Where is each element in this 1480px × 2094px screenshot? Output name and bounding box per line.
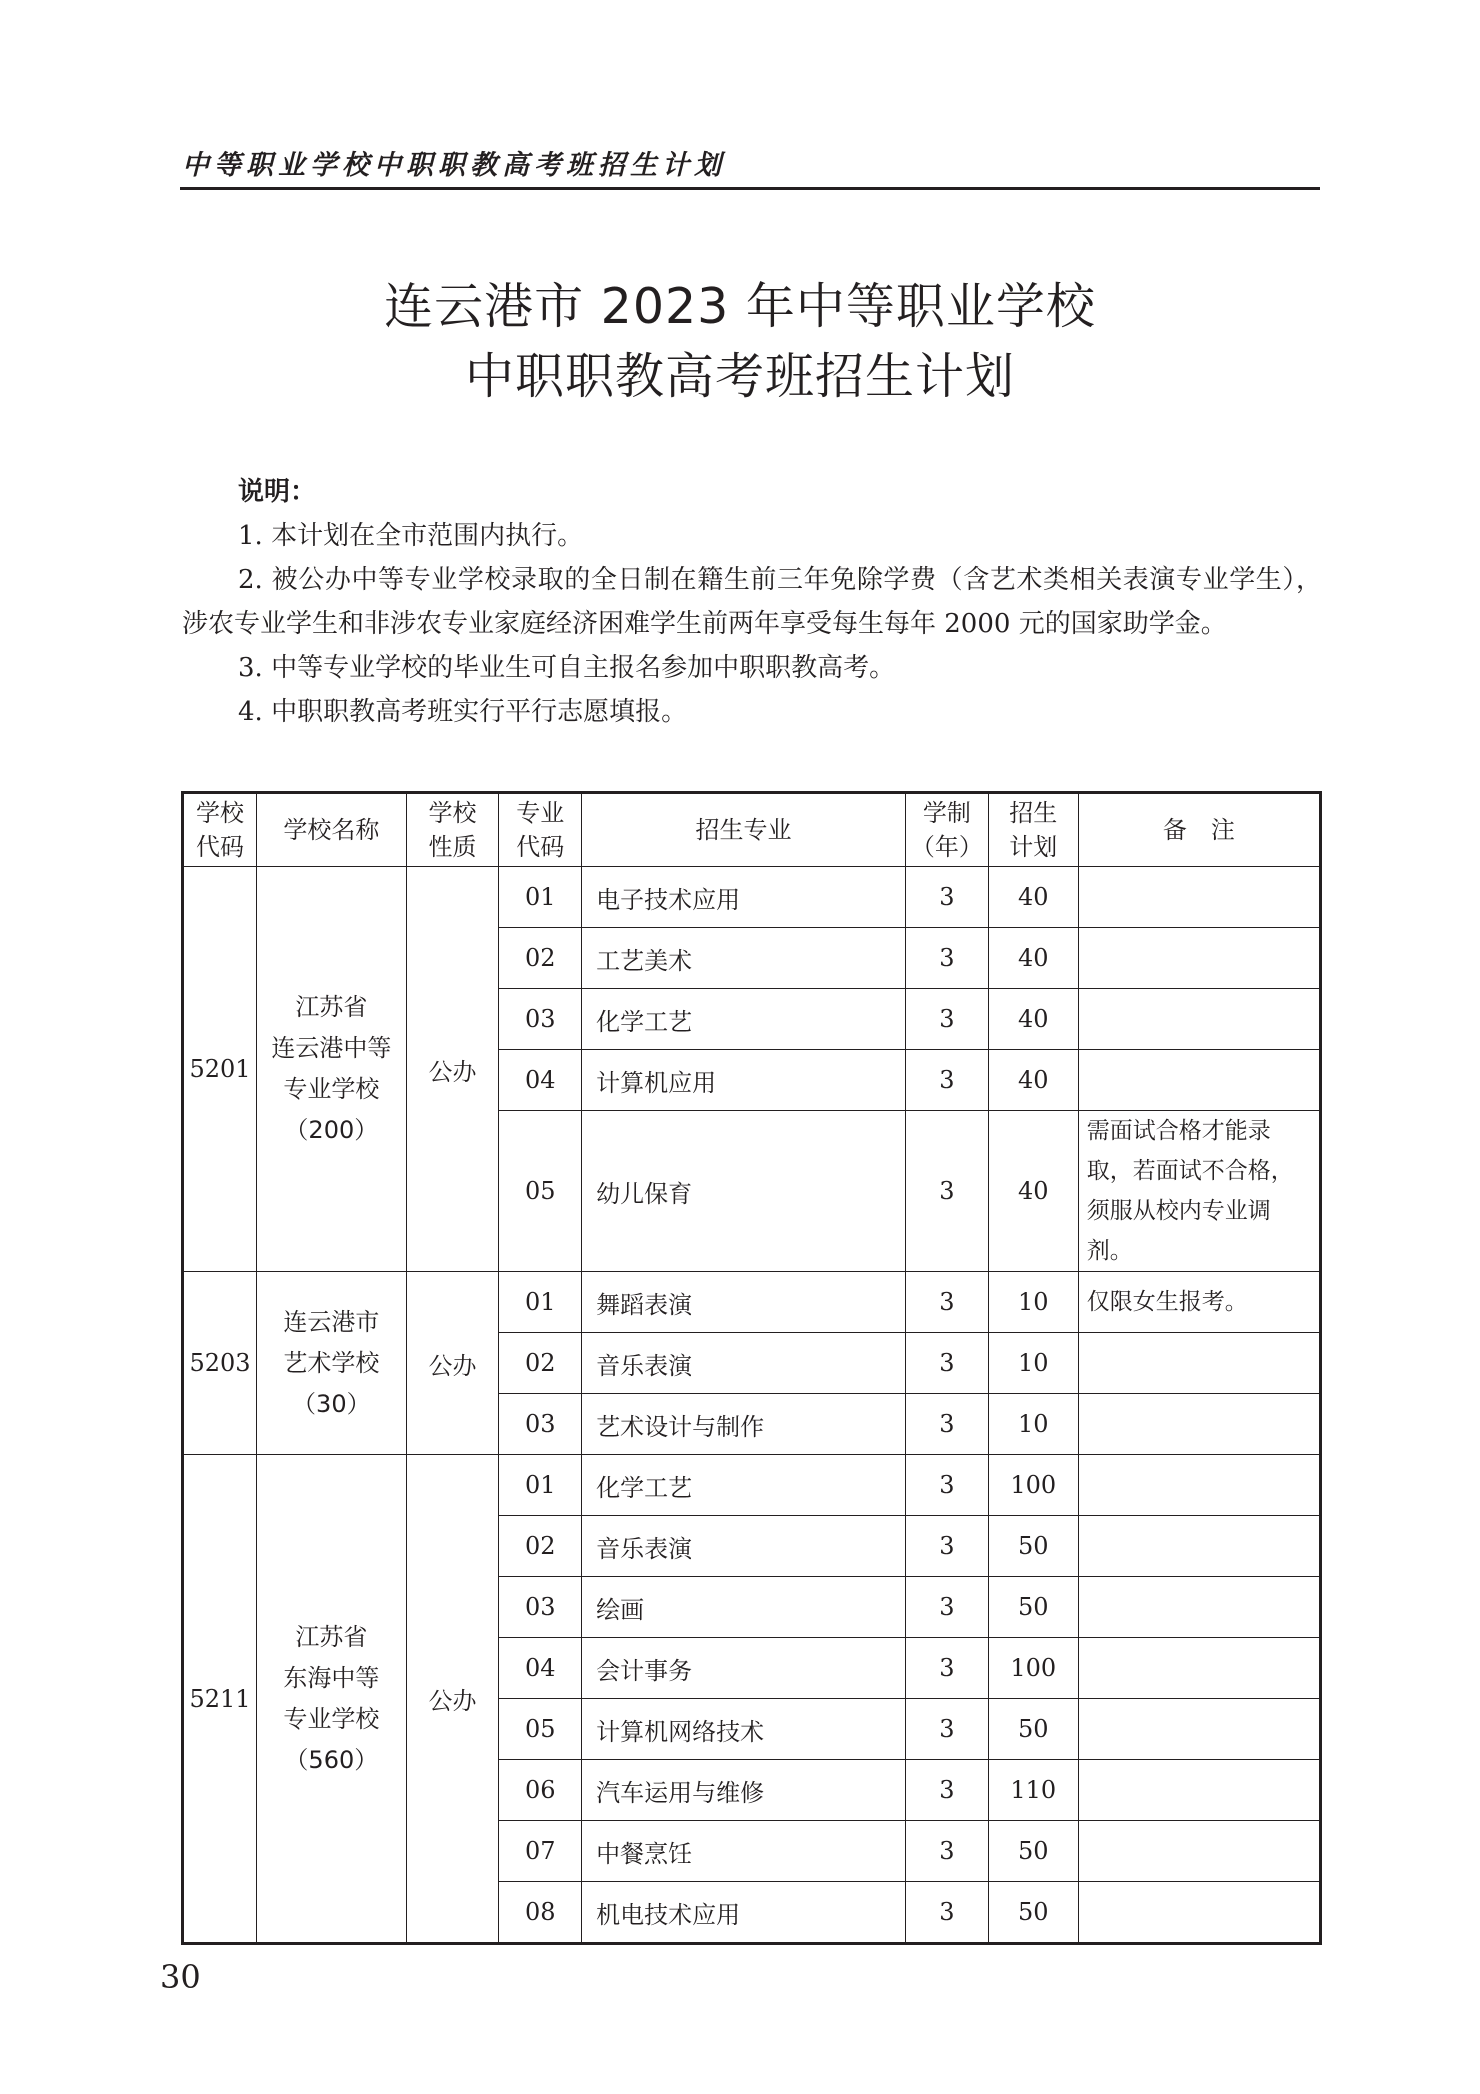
major-code: 08 xyxy=(499,1882,582,1944)
major-name: 汽车运用与维修 xyxy=(582,1760,906,1821)
enrollment-plan-table xyxy=(181,791,1322,1945)
major-name: 艺术设计与制作 xyxy=(582,1394,906,1455)
plan-count: 40 xyxy=(988,989,1078,1050)
major-name: 化学工艺 xyxy=(582,989,906,1050)
plan-count: 40 xyxy=(988,867,1078,928)
header-school-code: 学校 代码 xyxy=(183,793,257,867)
duration: 3 xyxy=(905,1577,988,1638)
notes-label: 说明： xyxy=(238,477,317,507)
duration: 3 xyxy=(905,1394,988,1455)
major-code: 02 xyxy=(499,1333,582,1394)
duration: 3 xyxy=(905,867,988,928)
remark xyxy=(1078,1333,1320,1394)
remark xyxy=(1078,1455,1320,1516)
major-name: 机电技术应用 xyxy=(582,1882,906,1944)
major-name: 音乐表演 xyxy=(582,1516,906,1577)
duration: 3 xyxy=(905,1821,988,1882)
major-name: 中餐烹饪 xyxy=(582,1821,906,1882)
duration: 3 xyxy=(905,1516,988,1577)
remark xyxy=(1078,1394,1320,1455)
major-code: 06 xyxy=(499,1760,582,1821)
major-code: 04 xyxy=(499,1050,582,1111)
header-school-name: 学校名称 xyxy=(256,793,406,867)
page-title-line-1: 连云港市 2023 年中等职业学校 xyxy=(384,278,1096,335)
school-name: 江苏省 连云港中等 专业学校 （200） xyxy=(256,867,406,1272)
plan-count: 10 xyxy=(988,1333,1078,1394)
major-code: 07 xyxy=(499,1821,582,1882)
duration: 3 xyxy=(905,1455,988,1516)
major-code: 03 xyxy=(499,989,582,1050)
remark xyxy=(1078,989,1320,1050)
major-code: 01 xyxy=(499,1272,582,1333)
duration: 3 xyxy=(905,1333,988,1394)
plan-count: 50 xyxy=(988,1882,1078,1944)
remark xyxy=(1078,1516,1320,1577)
plan-count: 50 xyxy=(988,1516,1078,1577)
table-row xyxy=(183,1455,1321,1516)
school-nature: 公办 xyxy=(406,1272,499,1455)
major-name: 幼儿保育 xyxy=(582,1111,906,1272)
remark xyxy=(1078,928,1320,989)
major-code: 02 xyxy=(499,928,582,989)
plan-count: 50 xyxy=(988,1821,1078,1882)
header-remarks: 备 注 xyxy=(1078,793,1320,867)
major-code: 02 xyxy=(499,1516,582,1577)
major-code: 01 xyxy=(499,1455,582,1516)
duration: 3 xyxy=(905,1111,988,1272)
plan-count: 10 xyxy=(988,1272,1078,1333)
duration: 3 xyxy=(905,1760,988,1821)
note-item: 1. 本计划在全市范围内执行。 xyxy=(238,521,584,551)
header-major-code: 专业 代码 xyxy=(499,793,582,867)
remark xyxy=(1078,1638,1320,1699)
plan-count: 40 xyxy=(988,928,1078,989)
duration: 3 xyxy=(905,1882,988,1944)
major-code: 04 xyxy=(499,1638,582,1699)
header-rule xyxy=(180,187,1320,190)
page-title-line-2: 中职职教高考班招生计划 xyxy=(464,348,1015,405)
major-code: 03 xyxy=(499,1394,582,1455)
school-code: 5211 xyxy=(183,1455,257,1944)
header-plan: 招生 计划 xyxy=(988,793,1078,867)
plan-count: 10 xyxy=(988,1394,1078,1455)
table-header-row xyxy=(183,793,1321,867)
duration: 3 xyxy=(905,989,988,1050)
major-name: 舞蹈表演 xyxy=(582,1272,906,1333)
major-name: 计算机应用 xyxy=(582,1050,906,1111)
major-code: 05 xyxy=(499,1699,582,1760)
note-item: 2. 被公办中等专业学校录取的全日制在籍生前三年免除学费（含艺术类相关表演专业学生），涉农专业学生和非涉农专业家庭经济困难学生前两年享受每生每年 2000 元的国家助学金。 xyxy=(182,565,1322,639)
header-duration: 学制 （年） xyxy=(905,793,988,867)
duration: 3 xyxy=(905,1272,988,1333)
table-row xyxy=(183,867,1321,928)
remark xyxy=(1078,867,1320,928)
major-name: 会计事务 xyxy=(582,1638,906,1699)
plan-count: 100 xyxy=(988,1455,1078,1516)
remark: 需面试合格才能录取，若面试不合格，须服从校内专业调剂。 xyxy=(1078,1111,1320,1272)
remark xyxy=(1078,1760,1320,1821)
remark xyxy=(1078,1699,1320,1760)
school-code: 5203 xyxy=(183,1272,257,1455)
major-name: 电子技术应用 xyxy=(582,867,906,928)
school-nature: 公办 xyxy=(406,1455,499,1944)
major-code: 01 xyxy=(499,867,582,928)
major-name: 绘画 xyxy=(582,1577,906,1638)
remark xyxy=(1078,1577,1320,1638)
header-school-nature: 学校 性质 xyxy=(406,793,499,867)
school-nature: 公办 xyxy=(406,867,499,1272)
note-item: 4. 中职职教高考班实行平行志愿填报。 xyxy=(238,697,688,727)
plan-count: 100 xyxy=(988,1638,1078,1699)
major-name: 化学工艺 xyxy=(582,1455,906,1516)
running-head: 中等职业学校中职职教高考班招生计划 xyxy=(182,150,726,181)
school-name: 连云港市 艺术学校 （30） xyxy=(256,1272,406,1455)
remark xyxy=(1078,1821,1320,1882)
remark xyxy=(1078,1882,1320,1944)
major-name: 计算机网络技术 xyxy=(582,1699,906,1760)
school-code: 5201 xyxy=(183,867,257,1272)
table-row xyxy=(183,1272,1321,1333)
note-item: 3. 中等专业学校的毕业生可自主报名参加中职职教高考。 xyxy=(238,653,896,683)
plan-count: 50 xyxy=(988,1699,1078,1760)
remark: 仅限女生报考。 xyxy=(1078,1272,1320,1333)
school-name: 江苏省 东海中等 专业学校 （560） xyxy=(256,1455,406,1944)
plan-count: 40 xyxy=(988,1050,1078,1111)
page-number: 30 xyxy=(160,1958,201,1996)
major-code: 03 xyxy=(499,1577,582,1638)
duration: 3 xyxy=(905,928,988,989)
major-name: 音乐表演 xyxy=(582,1333,906,1394)
duration: 3 xyxy=(905,1699,988,1760)
remark xyxy=(1078,1050,1320,1111)
plan-count: 110 xyxy=(988,1760,1078,1821)
major-code: 05 xyxy=(499,1111,582,1272)
major-name: 工艺美术 xyxy=(582,928,906,989)
plan-count: 40 xyxy=(988,1111,1078,1272)
duration: 3 xyxy=(905,1638,988,1699)
notes-section xyxy=(182,470,1322,734)
duration: 3 xyxy=(905,1050,988,1111)
header-major: 招生专业 xyxy=(582,793,906,867)
plan-count: 50 xyxy=(988,1577,1078,1638)
